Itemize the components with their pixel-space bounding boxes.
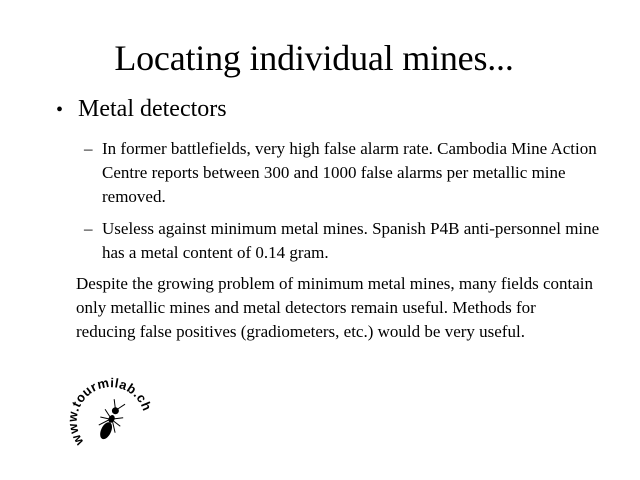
sub-item-text: Useless against minimum metal mines. Spanish P4B anti-personnel mine has a metal content of 0.14 gram. — [102, 219, 600, 262]
tourmilab-logo — [66, 372, 156, 462]
logo-url-text: www.tourmilab.ch — [66, 374, 155, 449]
sub-item-marker: – — [84, 139, 93, 158]
sub-item-marker: – — [84, 219, 93, 238]
sub-item-text: In former battlefields, very high false alarm rate. Cambodia Mine Action Centre reports between 300 and 1000 false alarms per metallic mine removed. — [102, 139, 597, 206]
sub-item-minimum-metal — [84, 217, 604, 265]
svg-text:www.tourmilab.ch — [66, 375, 155, 449]
ant-icon — [66, 372, 156, 462]
bullet-text: Metal detectors — [78, 96, 227, 122]
sub-item-false-alarms — [84, 137, 604, 209]
bullet-marker: • — [56, 99, 64, 121]
slide-title: Locating individual mines... — [114, 38, 514, 78]
bullet-item — [56, 94, 227, 125]
summary-paragraph: Despite the growing problem of minimum metal mines, many fields contain only metallic mines and metal detectors remain useful. Methods for reducing false positives (gradiometers, etc.) would be very useful. — [76, 274, 593, 341]
